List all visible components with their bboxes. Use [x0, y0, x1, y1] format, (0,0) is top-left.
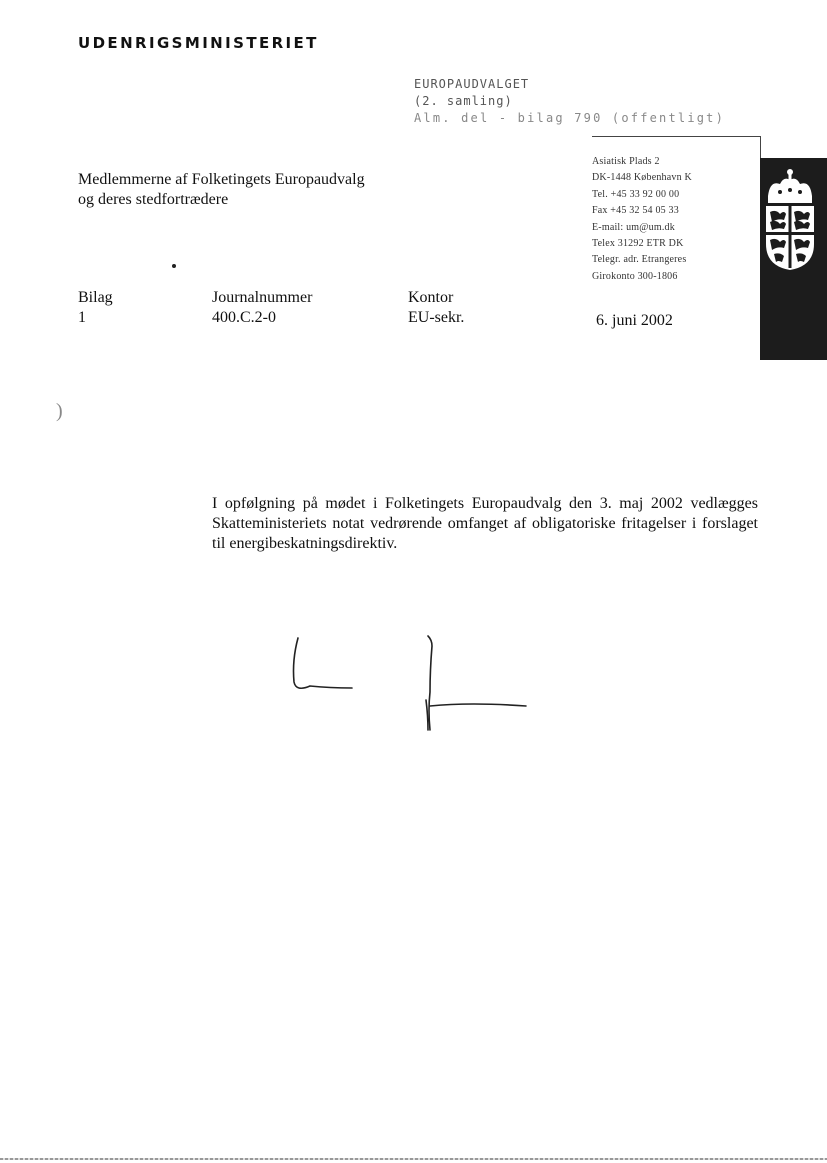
handwritten-signature [280, 630, 540, 740]
bilag-value: 1 [78, 309, 86, 326]
address-line: Asiatisk Plads 2 [592, 156, 660, 167]
address-line: Fax +45 32 54 05 33 [592, 205, 679, 217]
address-line: Telegr. adr. Etrangeres [592, 254, 687, 266]
journal-field [212, 288, 312, 328]
letter-body: I opfølgning på mødet i Folketingets Europaudvalg den 3. maj 2002 vedlægges Skatteministeriets notat vedrørende omfanget af obligatoriske fritagelser i forslaget til energibeskatningsdirektiv. [212, 495, 758, 552]
scan-bottom-edge [0, 1158, 827, 1160]
scan-dot [172, 264, 176, 268]
recipient-line-1: Medlemmerne af Folketingets Europaudvalg [78, 171, 365, 188]
recipient-block [78, 170, 365, 210]
address-line: Girokonto 300-1806 [592, 270, 678, 282]
journal-value: 400.C.2-0 [212, 309, 276, 326]
kontor-value: EU-sekr. [408, 309, 465, 326]
address-line: Tel. +45 33 92 00 00 [592, 188, 680, 200]
stamp-line-2: (2. samling) [414, 94, 513, 108]
royal-crest-icon [762, 166, 818, 270]
journal-label: Journalnummer [212, 289, 313, 306]
bilag-field [78, 288, 113, 328]
address-rule-vertical [760, 136, 761, 158]
received-stamp [414, 76, 725, 127]
scan-mark: ) [56, 400, 63, 422]
kontor-field [408, 288, 464, 328]
bilag-label: Bilag [78, 289, 113, 306]
stamp-line-1: EUROPAUDVALGET [414, 77, 530, 91]
kontor-label: Kontor [408, 289, 454, 306]
stamp-line-3: Alm. del - bilag 790 (offentligt) [414, 111, 726, 125]
letter-date: 6. juni 2002 [596, 312, 673, 329]
address-line: Telex 31292 ETR DK [592, 238, 684, 250]
address-line: DK-1448 København K [592, 172, 692, 184]
recipient-line-2: og deres stedfortrædere [78, 191, 229, 208]
address-line: E-mail: um@um.dk [592, 221, 675, 233]
ministry-address [592, 154, 692, 285]
ministry-header: UDENRIGSMINISTERIET [78, 34, 319, 52]
address-rule [592, 136, 760, 137]
